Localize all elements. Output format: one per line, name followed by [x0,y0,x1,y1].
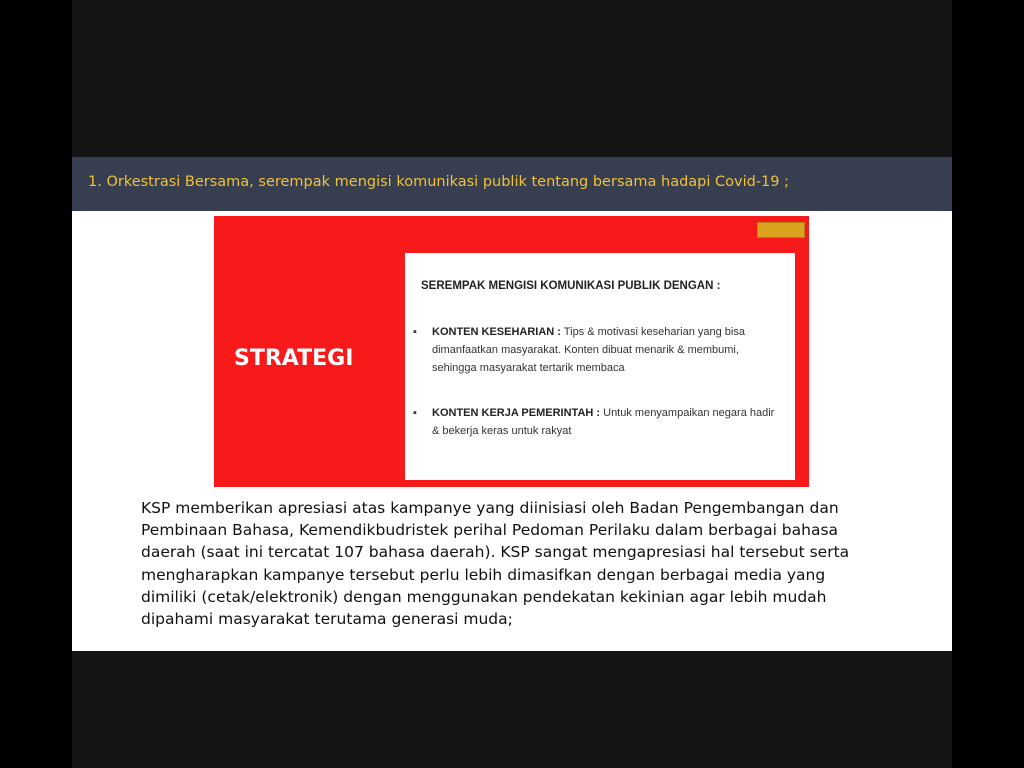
list-item: ▪ KONTEN KESEHARIAN : Tips & motivasi keseharian yang bisa dimanfaatkan masyarakat. Konten dibuat menarik & membumi, sehingga masyarakat tertarik membaca [413,326,745,374]
description-paragraph: KSP memberikan apresiasi atas kampanye yang diinisiasi oleh Badan Pengembangan dan Pembinaan Bahasa, Kemendikbudristek perihal Pedoman Perilaku dalam berbagai bahasa daerah (saat ini tercatat 107 bahasa daerah). KSP sangat mengapresiasi hal tersebut serta mengharapkan kampanye tersebut perlu lebih dimasifkan dengan berbagai media yang dimiliki (cetak/elektronik) dengan menggunakan pendekatan kekinian agar lebih mudah dipahami masyarakat terutama generasi muda; [141,499,850,629]
item-title: KONTEN KESEHARIAN : [432,326,561,338]
item-title: KONTEN KERJA PEMERINTAH : [432,407,601,419]
slide-header [72,157,952,211]
list-item: ▪ KONTEN KERJA PEMERINTAH : Untuk menyampaikan negara hadir & bekerja keras untuk rakyat [413,407,775,437]
item-text: Untuk menyampaikan negara hadir & bekerja keras untuk rakyat [432,407,775,437]
box-heading: SEREMPAK MENGISI KOMUNIKASI PUBLIK DENGAN : [421,280,721,292]
slide-content [72,211,952,651]
logo-icon [757,222,805,238]
item-text: Tips & motivasi keseharian yang bisa dimanfaatkan masyarakat. Konten dibuat menarik & membumi, sehingga masyarakat tertarik membaca [432,326,745,374]
strategy-box [405,253,795,480]
strategy-slide-image [214,216,809,487]
strategy-label: STRATEGI [234,346,354,371]
header-title: 1. Orkestrasi Bersama, serempak mengisi komunikasi publik tentang bersama hadapi Covid-19 ; [88,174,789,190]
